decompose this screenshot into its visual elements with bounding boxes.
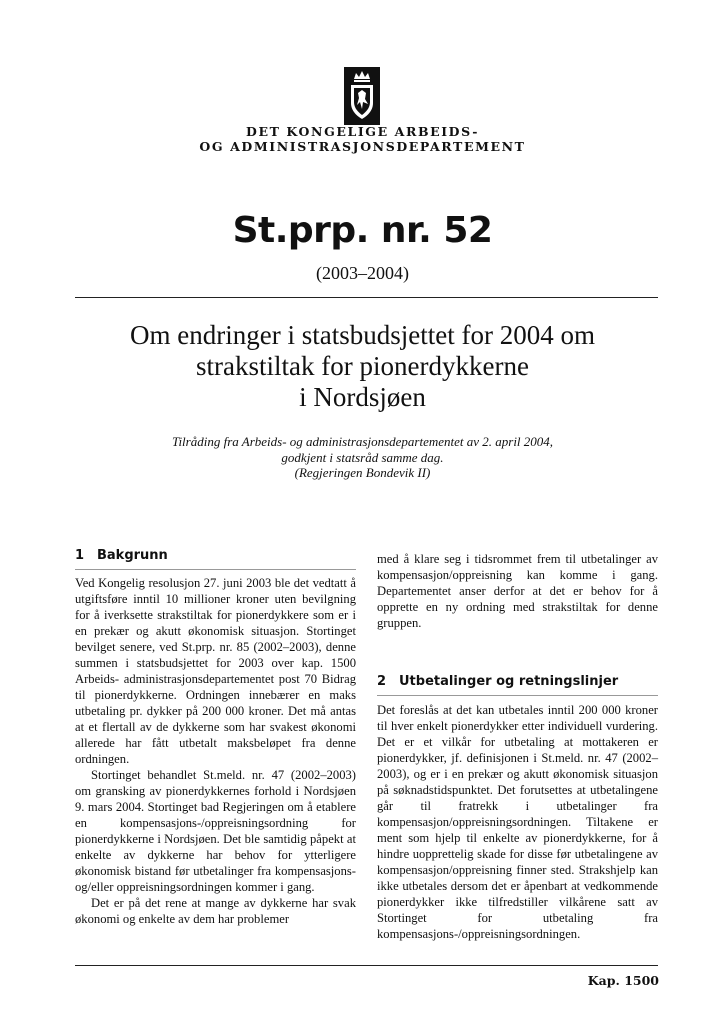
- department-name-line1: DET KONGELIGE ARBEIDS-: [246, 124, 479, 139]
- intro-line: Tilråding fra Arbeids- og administrasjonsdepartementet av 2. april 2004,: [171, 434, 554, 449]
- intro-line: (Regjeringen Bondevik II): [294, 465, 431, 480]
- subtitle-line: i Nordsjøen: [299, 382, 426, 412]
- paragraph: Ved Kongelig resolusjon 27. juni 2003 ble det vedtatt å utgiftsføre inntil 10 millioner kroner uten bevilgning for å iverksette strakstiltak for pionerdykkere som er i en prekær og akutt økonomisk situasjon. Stortinget bevilget senere, ved St.prp. nr. 85 (2002–2003), denne summen i statsbudsjettet for 2003 over kap. 1500 Arbeids- administrasjonsdepartementet post 70 Bidrag til pionerdykkerne. Ordningen innebærer en maks utbetaling pr. dykker på 200 000 kroner. Det må antas at et flertall av de dykkerne som har svakest økonomi allerede har fått utbetalt maksbeløpet fra denne ordningen.: [75, 576, 356, 766]
- chapter-label: Kap. 1500: [587, 973, 659, 988]
- right-column-text: [377, 702, 658, 942]
- document-title: St.prp. nr. 52: [232, 210, 493, 251]
- paragraph: Det foreslås at det kan utbetales inntil 200 000 kroner til hver enkelt pionerdykker etter individuell vurdering. Det er et vilkår for utbetaling at mottakeren er pionerdykker, jf. definisjonen i St.meld. nr. 47 (2002–2003), og er i en prekær og akutt økonomisk situasjon på søknadstidspunktet. Det forutsettes at utbetalingene går til fratrekk i utbetalinger fra kompensasjon/oppreisningsordningen. Tiltakene er ment som hjelp til enkelte av pionerdykkerne, for å hindre uopprettelig skade for disse før utbetalingene av kompensasjon/oppreisning finner sted. Strakshjelp kan ikke utbetales dersom det er åpenbart at vedkommende pionerdykker ikke tilfredstiller vilkårene satt av Stortinget for utbetaling fra kompensasjons-/oppreisningsordningen.: [377, 703, 658, 941]
- section-1-heading: [75, 548, 168, 563]
- subtitle-line: strakstiltak for pionerdykkerne: [196, 351, 529, 381]
- department-name-line2: OG ADMINISTRASJONSDEPARTEMENT: [199, 139, 526, 154]
- intro-line: godkjent i statsråd samme dag.: [281, 449, 444, 465]
- section-2-heading: [377, 674, 618, 689]
- document-subtitle: [60, 320, 665, 413]
- section-title: Bakgrunn: [97, 548, 168, 563]
- section-number: 1: [75, 548, 85, 563]
- footer-divider: [75, 965, 658, 966]
- paragraph: med å klare seg i tidsrommet frem til utbetalinger av kompensasjon/oppreisning kan komme i gang. Departementet anser derfor at det er behov for å opprette en ny ordning med strakstiltak for denne gruppen.: [377, 552, 658, 630]
- title-divider: [75, 297, 658, 298]
- coat-of-arms-icon: [344, 67, 380, 125]
- subtitle-line: Om endringer i statsbudsjettet for 2004 om: [130, 320, 595, 350]
- section-1-divider: [75, 569, 356, 570]
- session-years: (2003–2004): [316, 263, 409, 283]
- section-2-divider: [377, 695, 658, 696]
- paragraph: Stortinget behandlet St.meld. nr. 47 (2002–2003) om gransking av pionerdykkernes forhold i Nordsjøen 9. mars 2004. Stortinget bad Regjeringen om å etablere en kompensasjons-/oppreisningsordning for pionerdykkerne i Nordsjøen. Det ble samtidig påpekt at enkelte av dykkerne har behov for ytterligere økonomisk bistand før utbetalinger fra kompensasjons- og/eller oppreisningsordningen kommer i gang.: [75, 768, 356, 894]
- recommendation-note: [60, 434, 665, 481]
- section-title: Utbetalinger og retningslinjer: [399, 674, 619, 689]
- left-column-text: [75, 575, 356, 927]
- right-column-continuation: [377, 551, 658, 631]
- paragraph: Det er på det rene at mange av dykkerne har svak økonomi og enkelte av dem har problemer: [75, 896, 356, 926]
- section-number: 2: [377, 674, 387, 689]
